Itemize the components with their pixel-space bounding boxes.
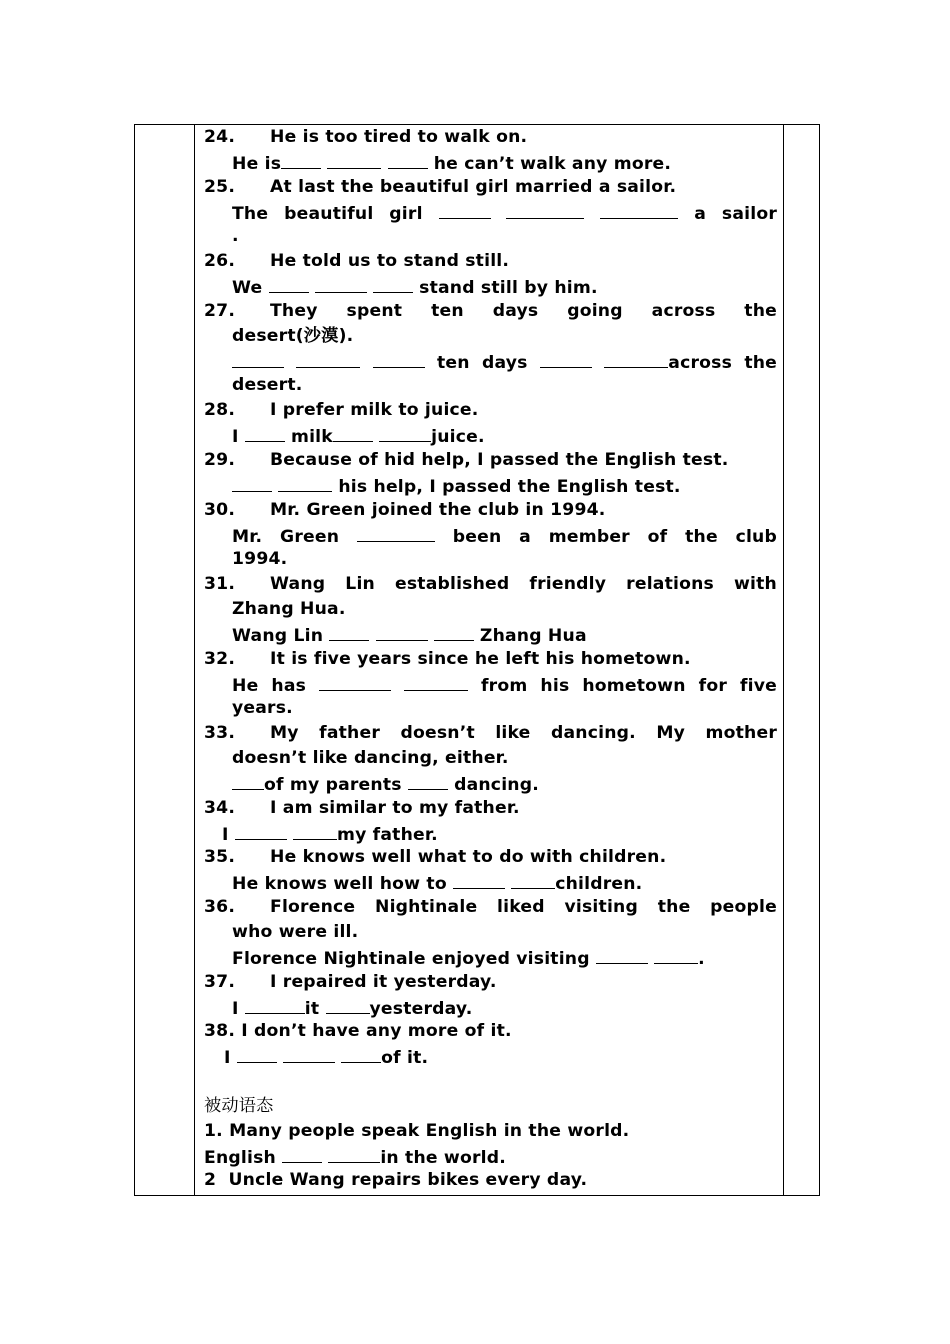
answer-24: He is he can’t walk any more. [204, 150, 777, 175]
answer-32: He has from his hometown for five [204, 672, 777, 697]
question-27: 27. They spent ten days going across the [204, 300, 777, 321]
question-32: 32. It is five years since he left his hometown. [204, 648, 691, 669]
question-35: 35. He knows well what to do with children. [204, 847, 667, 868]
question-31: 31. Wang Lin established friendly relations with [204, 574, 777, 595]
exercise-content [204, 125, 777, 1193]
answer-30: Mr. Green been a member of the club [204, 523, 777, 548]
spacer [204, 1069, 777, 1094]
answer-34: I my father. [204, 821, 777, 846]
question-31-cont: Zhang Hua. [232, 599, 346, 620]
question-30: 30. Mr. Green joined the club in 1994. [204, 499, 606, 520]
answer-35: He knows well how to children. [204, 870, 777, 895]
question-29: 29. Because of hid help, I passed the English test. [204, 449, 729, 470]
question-33-cont: doesn’t like dancing, either. [232, 748, 509, 769]
question-34: 34. I am similar to my father. [204, 797, 520, 818]
question-36: 36. Florence Nightinale liked visiting the people [204, 897, 777, 918]
question-25: 25. At last the beautiful girl married a sailor. [204, 176, 677, 197]
answer-28: I milk juice. [204, 423, 777, 448]
question-28: 28. I prefer milk to juice. [204, 400, 479, 421]
question-37: 37. I repaired it yesterday. [204, 971, 497, 992]
passive-answer-1: English in the world. [204, 1144, 777, 1169]
answer-30-end: 1994. [232, 549, 288, 570]
answer-36: Florence Nightinale enjoyed visiting . [204, 945, 777, 970]
answer-32-end: years. [232, 698, 293, 719]
answer-37: I it yesterday. [204, 995, 777, 1020]
question-24: 24. He is too tired to walk on. [204, 127, 528, 147]
question-33: 33. My father doesn’t like dancing. My mother [204, 723, 777, 744]
section-heading: 被动语态 [204, 1095, 274, 1116]
passive-question-2: 2 Uncle Wang repairs bikes every day. [204, 1170, 588, 1191]
question-27-cont: desert(沙漠). [232, 325, 354, 346]
column-divider-right [783, 125, 784, 1195]
question-36-cont: who were ill. [232, 922, 359, 942]
answer-25-end: . [232, 226, 239, 247]
answer-27: ten days across the [204, 349, 777, 374]
exercise-table [134, 124, 820, 1196]
question-26: 26. He told us to stand still. [204, 251, 510, 272]
column-divider-left [194, 125, 195, 1195]
answer-29: his help, I passed the English test. [204, 473, 777, 498]
passive-question-1: 1. Many people speak English in the world. [204, 1120, 630, 1141]
answer-31: Wang Lin Zhang Hua [204, 622, 777, 647]
question-38: 38. I don’t have any more of it. [204, 1021, 512, 1042]
answer-26: We stand still by him. [204, 274, 777, 299]
answer-27-end: desert. [232, 375, 303, 396]
answer-38: I of it. [204, 1044, 777, 1069]
answer-25: The beautiful girl a sailor [204, 200, 777, 225]
answer-33: of my parents dancing. [204, 771, 777, 796]
